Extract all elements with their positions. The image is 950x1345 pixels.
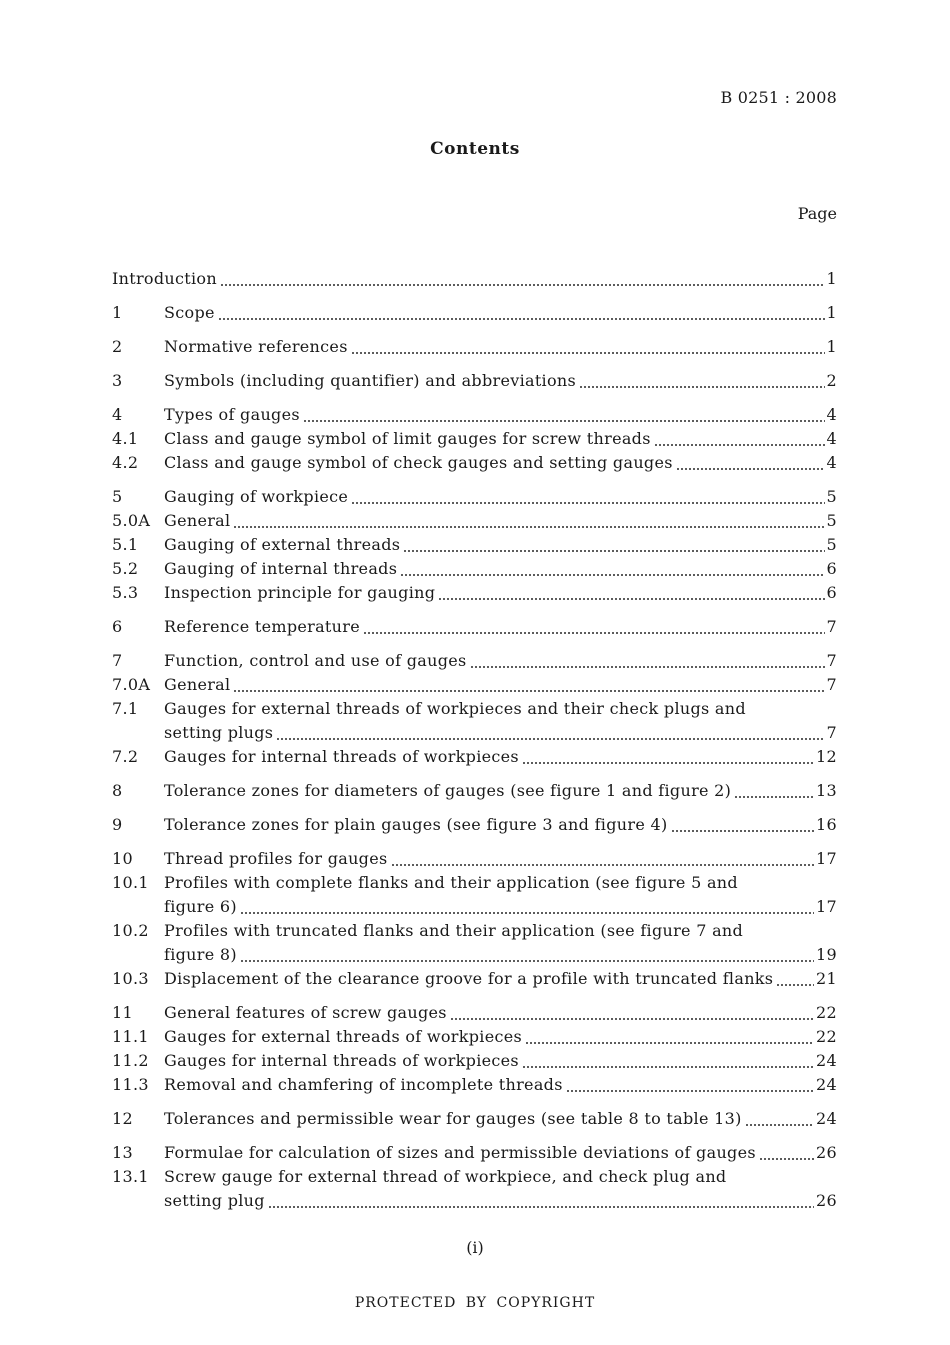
toc-entry-title: Introduction — [112, 269, 217, 288]
toc-entry-page: 13 — [816, 781, 837, 800]
toc-entry-number: 10 — [112, 849, 133, 868]
toc-leader-dots — [438, 581, 824, 605]
toc-entry-title: Types of gauges — [164, 405, 300, 424]
toc-entry-title: General features of screw gauges — [164, 1003, 447, 1022]
toc-entry-number: 4.2 — [112, 453, 139, 472]
toc-entry-page: 4 — [826, 405, 837, 424]
toc-entry-page: 7 — [826, 651, 837, 670]
toc-entry-title-wrap — [164, 451, 827, 475]
toc-entry[interactable] — [112, 509, 837, 533]
toc-leader-dots — [391, 847, 815, 871]
toc-leader-dots — [579, 369, 824, 393]
toc-entry-number: 13 — [112, 1143, 133, 1162]
toc-leader-dots — [233, 509, 824, 533]
toc-entry[interactable] — [112, 895, 837, 919]
toc-entry-title: setting plugs — [164, 723, 274, 742]
toc-leader-dots — [351, 335, 825, 359]
toc-entry-title: General — [164, 511, 231, 530]
toc-leader-dots — [759, 1141, 814, 1165]
toc-entry-title: Inspection principle for gauging — [164, 583, 436, 602]
toc-entry-page: 21 — [816, 969, 837, 988]
toc-entry-title-wrap — [164, 1107, 816, 1131]
toc-entry-title-wrap — [164, 1165, 837, 1189]
toc-leader-dots — [745, 1107, 814, 1131]
toc-entry[interactable] — [112, 427, 837, 451]
toc-entry-number: 10.1 — [112, 873, 149, 892]
toc-entry-number: 11.1 — [112, 1027, 149, 1046]
toc-entry-title-wrap — [164, 615, 827, 639]
toc-entry-title: Gauges for internal threads of workpieces — [164, 747, 519, 766]
toc-leader-dots — [566, 1073, 814, 1097]
toc-leader-dots — [525, 1025, 814, 1049]
toc-entry-title-wrap — [164, 301, 827, 325]
toc-entry-page: 24 — [816, 1051, 837, 1070]
toc-leader-dots — [450, 1001, 814, 1025]
toc-entry-page: 4 — [826, 453, 837, 472]
toc-entry[interactable] — [112, 779, 837, 803]
toc-entry-number: 7.2 — [112, 747, 139, 766]
toc-leader-dots — [522, 745, 814, 769]
toc-entry-title-wrap — [164, 1189, 816, 1213]
toc-entry[interactable] — [112, 267, 837, 291]
toc-entry-page: 1 — [826, 269, 837, 288]
toc-entry[interactable] — [112, 1107, 837, 1131]
toc-entry[interactable] — [112, 557, 837, 581]
toc-entry-title: Profiles with truncated flanks and their application (see figure 7 and — [164, 921, 744, 940]
toc-leader-dots — [220, 267, 825, 291]
toc-entry-page: 19 — [816, 945, 837, 964]
toc-entry[interactable] — [112, 649, 837, 673]
toc-entry-page: 6 — [826, 583, 837, 602]
toc-entry-number: 5.2 — [112, 559, 139, 578]
toc-entry-number: 10.2 — [112, 921, 149, 940]
toc-entry-title: Gauges for internal threads of workpieces — [164, 1051, 519, 1070]
toc-entry[interactable] — [112, 451, 837, 475]
toc-entry-page: 26 — [816, 1191, 837, 1210]
toc-entry-number: 10.3 — [112, 969, 149, 988]
toc-entry-number: 5 — [112, 487, 123, 506]
toc-entry-title: Profiles with complete flanks and their application (see figure 5 and — [164, 873, 738, 892]
toc-entry[interactable] — [112, 1141, 837, 1165]
toc-entry-title-wrap — [164, 557, 827, 581]
toc-entry-number: 7.1 — [112, 699, 139, 718]
toc-entry-number: 1 — [112, 303, 123, 322]
toc-entry-title: Symbols (including quantifier) and abbreviations — [164, 371, 577, 390]
toc-entry-page: 16 — [816, 815, 837, 834]
toc-entry-title: Screw gauge for external thread of workpiece, and check plug and — [164, 1167, 727, 1186]
toc-entry-title-wrap — [164, 871, 837, 895]
toc-entry[interactable] — [112, 533, 837, 557]
toc-entry-page: 7 — [826, 675, 837, 694]
page-title: Contents — [430, 139, 520, 159]
toc-entry-number: 6 — [112, 617, 123, 636]
toc-entry-number: 11 — [112, 1003, 133, 1022]
toc-entry-title: Tolerances and permissible wear for gauges (see table 8 to table 13) — [164, 1109, 742, 1128]
toc-entry-title-wrap — [164, 403, 827, 427]
toc-entry-number: 13.1 — [112, 1167, 149, 1186]
toc-entry-title-wrap — [164, 847, 816, 871]
toc-entry-number: 12 — [112, 1109, 133, 1128]
toc-entry-title: Removal and chamfering of incomplete threads — [164, 1075, 563, 1094]
toc-entry[interactable] — [112, 697, 837, 721]
toc-leader-dots — [654, 427, 825, 451]
toc-entry[interactable] — [112, 301, 837, 325]
toc-entry-title-wrap — [164, 895, 816, 919]
toc-leader-dots — [218, 301, 825, 325]
toc-entry-title-wrap — [112, 267, 827, 291]
toc-leader-dots — [671, 813, 815, 837]
toc-entry[interactable] — [112, 1165, 837, 1189]
toc-entry-title-wrap — [164, 721, 827, 745]
toc-entry[interactable] — [112, 335, 837, 359]
table-of-contents — [112, 267, 837, 1213]
toc-entry[interactable] — [112, 615, 837, 639]
toc-entry-title-wrap — [164, 1141, 816, 1165]
toc-entry-page: 24 — [816, 1075, 837, 1094]
toc-entry-title: Class and gauge symbol of check gauges and setting gauges — [164, 453, 673, 472]
toc-entry-title-wrap — [164, 697, 837, 721]
toc-entry-title-wrap — [164, 745, 816, 769]
toc-entry-page: 12 — [816, 747, 837, 766]
toc-entry[interactable] — [112, 871, 837, 895]
toc-entry[interactable] — [112, 673, 837, 697]
toc-entry-title: setting plug — [164, 1191, 265, 1210]
toc-entry[interactable] — [112, 745, 837, 769]
toc-entry-number: 7.0A — [112, 675, 151, 694]
toc-entry-page: 1 — [826, 337, 837, 356]
toc-entry-title: Reference temperature — [164, 617, 360, 636]
toc-leader-dots — [470, 649, 825, 673]
toc-leader-dots — [676, 451, 825, 475]
toc-entry[interactable] — [112, 721, 837, 745]
toc-entry-page: 2 — [826, 371, 837, 390]
toc-entry-page: 7 — [826, 723, 837, 742]
toc-entry-title-wrap — [164, 1001, 816, 1025]
toc-entry-title-wrap — [164, 967, 816, 991]
toc-entry-page: 24 — [816, 1109, 837, 1128]
toc-entry-page: 7 — [826, 617, 837, 636]
toc-entry[interactable] — [112, 485, 837, 509]
page-column-label: Page — [797, 204, 837, 223]
toc-entry-number: 5.0A — [112, 511, 151, 530]
toc-entry[interactable] — [112, 1025, 837, 1049]
toc-entry-title-wrap — [164, 919, 837, 943]
toc-entry-title-wrap — [164, 485, 827, 509]
toc-leader-dots — [276, 721, 824, 745]
toc-entry-title: Thread profiles for gauges — [164, 849, 388, 868]
toc-entry-title: Normative references — [164, 337, 348, 356]
toc-entry-page: 22 — [816, 1003, 837, 1022]
toc-entry-title: Gauging of internal threads — [164, 559, 398, 578]
toc-entry-title: Scope — [164, 303, 215, 322]
toc-entry[interactable] — [112, 943, 837, 967]
toc-entry-title: Displacement of the clearance groove for a profile with truncated flanks — [164, 969, 774, 988]
toc-entry[interactable] — [112, 403, 837, 427]
toc-entry-number: 3 — [112, 371, 123, 390]
toc-entry-number: 11.3 — [112, 1075, 149, 1094]
page-folio: (i) — [466, 1238, 484, 1257]
toc-entry[interactable] — [112, 1189, 837, 1213]
toc-entry[interactable] — [112, 1049, 837, 1073]
toc-entry-number: 4 — [112, 405, 123, 424]
toc-entry-title: Gauges for external threads of workpieces — [164, 1027, 523, 1046]
toc-entry[interactable] — [112, 847, 837, 871]
toc-entry-title: Formulae for calculation of sizes and permissible deviations of gauges — [164, 1143, 756, 1162]
toc-entry-title: General — [164, 675, 231, 694]
toc-entry-number: 5.1 — [112, 535, 139, 554]
toc-entry-title-wrap — [164, 427, 827, 451]
toc-entry[interactable] — [112, 967, 837, 991]
toc-leader-dots — [522, 1049, 814, 1073]
toc-entry[interactable] — [112, 369, 837, 393]
toc-entry[interactable] — [112, 813, 837, 837]
toc-entry-number: 4.1 — [112, 429, 139, 448]
toc-entry-title-wrap — [164, 533, 827, 557]
toc-entry-number: 5.3 — [112, 583, 139, 602]
toc-entry-title: figure 8) — [164, 945, 237, 964]
toc-entry-title-wrap — [164, 1049, 816, 1073]
toc-entry-title-wrap — [164, 509, 827, 533]
toc-entry-number: 8 — [112, 781, 123, 800]
toc-entry-page: 17 — [816, 897, 837, 916]
toc-entry-title-wrap — [164, 779, 816, 803]
toc-entry-number: 9 — [112, 815, 123, 834]
toc-entry-page: 5 — [826, 487, 837, 506]
toc-entry-title-wrap — [164, 1025, 816, 1049]
toc-entry-title-wrap — [164, 673, 827, 697]
toc-entry[interactable] — [112, 581, 837, 605]
toc-entry-title-wrap — [164, 369, 827, 393]
toc-leader-dots — [400, 557, 824, 581]
toc-leader-dots — [776, 967, 814, 991]
toc-entry-title-wrap — [164, 649, 827, 673]
toc-entry-number: 7 — [112, 651, 123, 670]
toc-entry-page: 1 — [826, 303, 837, 322]
document-code: B 0251 : 2008 — [720, 88, 837, 107]
toc-leader-dots — [233, 673, 824, 697]
toc-entry-page: 22 — [816, 1027, 837, 1046]
toc-entry-page: 5 — [826, 535, 837, 554]
toc-entry-title: Class and gauge symbol of limit gauges for screw threads — [164, 429, 651, 448]
toc-entry[interactable] — [112, 1073, 837, 1097]
toc-entry-title-wrap — [164, 581, 827, 605]
toc-leader-dots — [303, 403, 825, 427]
toc-entry-title-wrap — [164, 1073, 816, 1097]
toc-leader-dots — [734, 779, 814, 803]
toc-entry-page: 5 — [826, 511, 837, 530]
copyright-notice: PROTECTED BY COPYRIGHT — [354, 1295, 596, 1311]
toc-entry-page: 4 — [826, 429, 837, 448]
toc-entry-page: 26 — [816, 1143, 837, 1162]
toc-leader-dots — [403, 533, 824, 557]
toc-leader-dots — [363, 615, 825, 639]
toc-entry-title: Function, control and use of gauges — [164, 651, 467, 670]
toc-entry-title: Tolerance zones for plain gauges (see figure 3 and figure 4) — [164, 815, 668, 834]
toc-entry-number: 2 — [112, 337, 123, 356]
toc-entry-page: 17 — [816, 849, 837, 868]
toc-entry-title: figure 6) — [164, 897, 237, 916]
toc-leader-dots — [268, 1189, 814, 1213]
toc-entry-page: 6 — [826, 559, 837, 578]
toc-entry-title: Gauges for external threads of workpieces and their check plugs and — [164, 699, 746, 718]
toc-entry-title-wrap — [164, 813, 816, 837]
toc-entry-title: Gauging of workpiece — [164, 487, 349, 506]
toc-entry-number: 11.2 — [112, 1051, 149, 1070]
toc-entry-title: Tolerance zones for diameters of gauges (see figure 1 and figure 2) — [164, 781, 732, 800]
toc-entry-title: Gauging of external threads — [164, 535, 401, 554]
toc-entry-title-wrap — [164, 335, 827, 359]
toc-leader-dots — [240, 943, 814, 967]
toc-entry[interactable] — [112, 1001, 837, 1025]
toc-entry[interactable] — [112, 919, 837, 943]
toc-leader-dots — [351, 485, 824, 509]
toc-leader-dots — [240, 895, 814, 919]
toc-entry-title-wrap — [164, 943, 816, 967]
